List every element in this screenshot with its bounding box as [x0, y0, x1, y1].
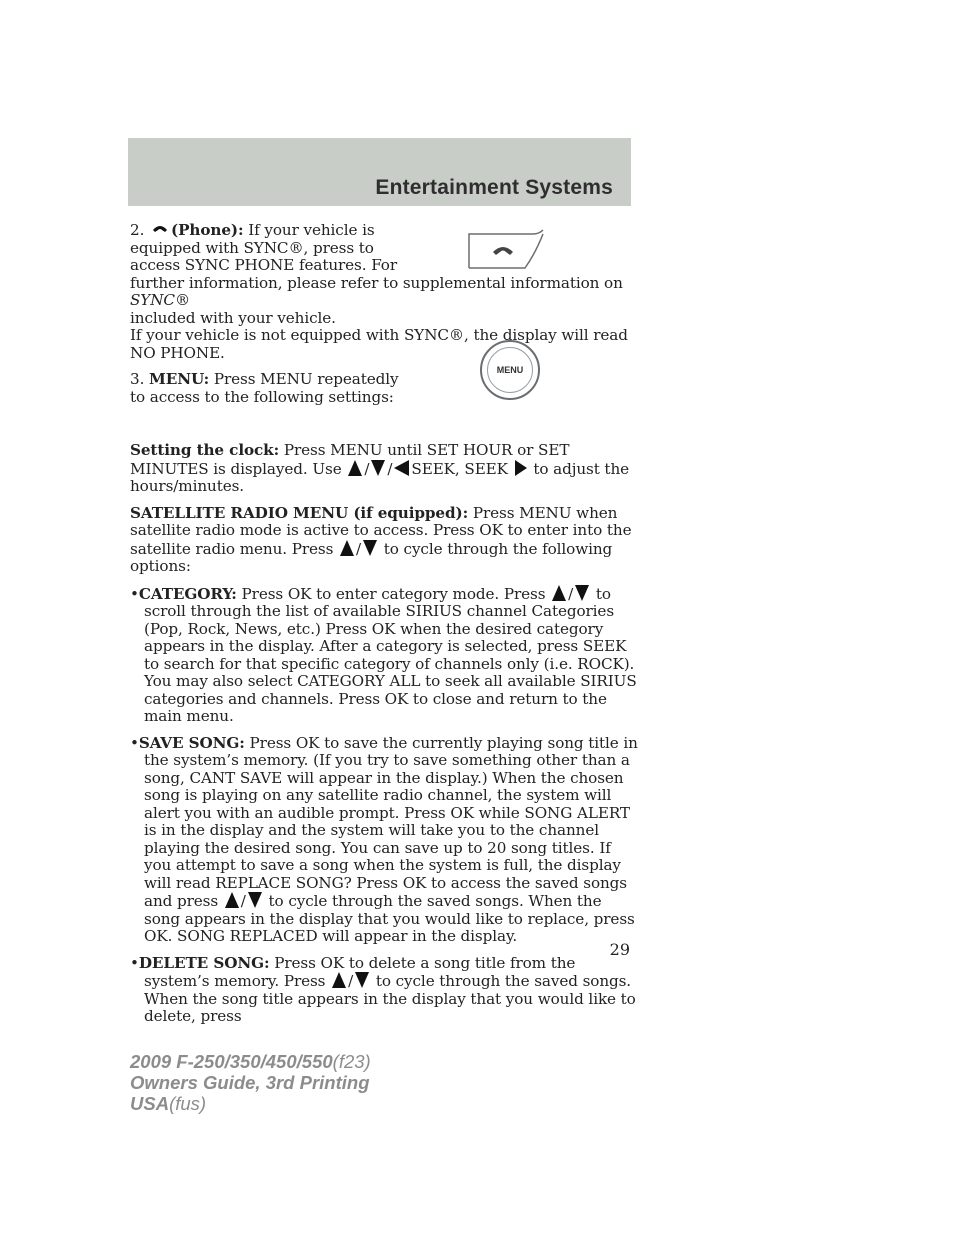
- down-arrow-icon: [371, 460, 385, 476]
- up-arrow-icon: [552, 585, 566, 601]
- up-arrow-icon: [348, 460, 362, 476]
- down-arrow-icon: [363, 540, 377, 556]
- save-song-label: SAVE SONG:: [138, 733, 245, 752]
- delete-song-label: DELETE SONG:: [138, 953, 270, 972]
- menu-label: MENU:: [149, 370, 210, 388]
- section-title: Entertainment Systems: [375, 176, 613, 199]
- category-label: CATEGORY:: [138, 584, 237, 603]
- menu-button-label: MENU: [487, 347, 533, 393]
- down-arrow-icon: [575, 585, 589, 601]
- footer: 2009 F-250/350/450/550(f23) Owners Guide, 3rd Printing USA(fus): [130, 1051, 371, 1114]
- body-text: [130, 222, 642, 1035]
- header-band: [128, 138, 631, 206]
- list-item-category: •CATEGORY: Press OK to enter category mode. Press / to scroll through the list of available SIRIUS channel Categories (Pop, Rock, News, etc.) Press OK when the desired category appears in the display. After a category is selected, press SEEK to search for that specific category of channels only (i.e. ROCK). You may also select CATEGORY ALL to seek all available SIRIUS categories and channels. Press OK to close and return to the main menu.: [130, 584, 637, 725]
- page-number: 29: [609, 940, 630, 959]
- up-arrow-icon: [340, 540, 354, 556]
- down-arrow-icon: [355, 972, 369, 988]
- phone-icon: [152, 224, 168, 233]
- phone-label: (Phone):: [171, 221, 244, 239]
- up-arrow-icon: [332, 972, 346, 988]
- left-arrow-icon: [394, 460, 409, 476]
- list-item-delete-song: •DELETE SONG: Press OK to delete a song title from the system’s memory. Press / to cycle through the saved songs. When the song title appears in the display that you would like to delete, press: [130, 953, 636, 1025]
- clock-label: Setting the clock:: [130, 441, 280, 459]
- paragraph-phone: 2. (Phone): If your vehicle is equipped with SYNC®, press to access SYNC PHONE features. For further information, please refer to supplemental information on SYNC® included with your vehicle. If your vehicle is not equipped with SYNC®, the display will read NO PHONE.: [130, 221, 628, 362]
- paragraph-menu: 3. MENU: Press MENU repeatedly to access to the following settings:: [130, 370, 399, 406]
- paragraph-clock: Setting the clock: Press MENU until SET HOUR or SET MINUTES is displayed. Use / / SEEK, SEEK to adjust the hours/minutes.: [130, 441, 630, 495]
- satellite-label: SATELLITE RADIO MENU (if equipped):: [130, 503, 469, 522]
- no-sync-text: If your vehicle is not equipped with SYNC®, the display will read NO PHONE.: [130, 326, 628, 362]
- list-item-save-song: •SAVE SONG: Press OK to save the currently playing song title in the system’s memory. (If you try to save something other than a song, CANT SAVE will appear in the display.) When the chosen song is playing on any satellite radio channel, the system will alert you with an audible prompt. Press OK while SONG ALERT is in the display and the system will take you to the channel playing the desired song. You can save up to 20 song titles. If you attempt to save a song when the system is full, the display will read REPLACE SONG? Press OK to access the saved songs and press / to cycle through the saved songs. When the song appears in the display that you would like to replace, press OK. SONG REPLACED will appear in the display.: [130, 733, 638, 945]
- up-arrow-icon: [225, 892, 239, 908]
- down-arrow-icon: [248, 892, 262, 908]
- right-arrow-icon: [515, 460, 527, 476]
- paragraph-satellite: SATELLITE RADIO MENU (if equipped): Press MENU when satellite radio mode is active to access. Press OK to enter into the satellite radio menu. Press / to cycle through the following options:: [130, 503, 632, 575]
